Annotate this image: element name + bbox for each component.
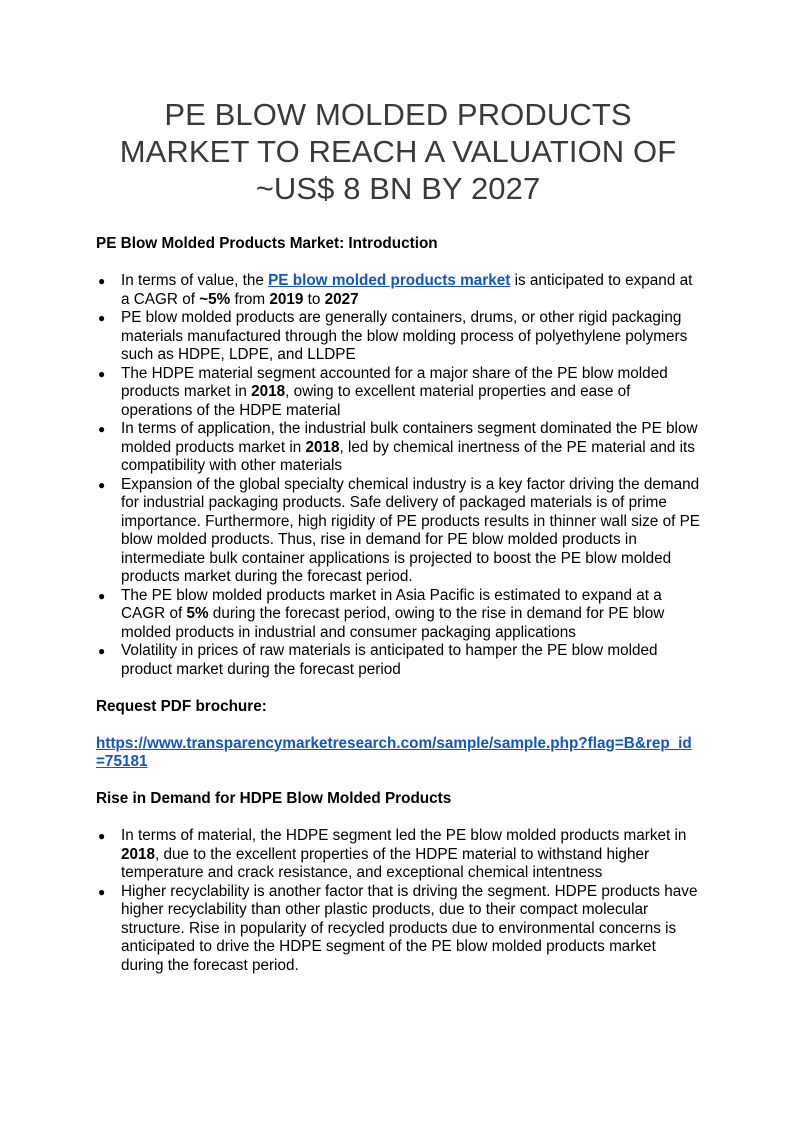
bullet-icon: ● — [98, 829, 106, 843]
bullet-icon: ● — [98, 588, 106, 603]
introduction-list — [96, 272, 700, 679]
list-item: ● In terms of value, the PE blow molded products market is anticipated to expand at a CAGR of ~5% from 2019 to 2027 — [98, 272, 693, 308]
section-heading-hdpe: Rise in Demand for HDPE Blow Molded Products — [96, 790, 452, 807]
bullet-icon: ● — [98, 422, 106, 436]
document-page — [96, 96, 700, 975]
list-item: ● PE blow molded products are generally containers, drums, or other rigid packaging materials manufactured through the blow molding process of polyethylene polymers such as HDPE, LDPE, and LLDPE — [98, 309, 688, 363]
list-item: ● Volatility in prices of raw materials is anticipated to hamper the PE blow molded product market during the forecast period — [98, 642, 658, 678]
title-line-2: MARKET TO REACH A VALUATION OF — [119, 134, 677, 169]
bullet-icon: ● — [98, 884, 106, 899]
list-item: ● The PE blow molded products market in Asia Pacific is estimated to expand at a CAGR of 5% during the forecast period, owing to the rise in demand for PE blow molded products in industrial and consumer packaging applications — [98, 586, 665, 641]
list-item: ● Higher recyclability is another factor that is driving the segment. HDPE products have higher recyclability than other plastic products, due to their compact molecular structure. Rise in popularity of recycled products due to environmental concerns is anticipated to drive the HDPE segment of the PE blow molded products market during the forecast period. — [98, 882, 698, 974]
page-title — [76, 96, 720, 207]
request-brochure-heading: Request PDF brochure: — [96, 697, 267, 715]
market-link[interactable]: PE blow molded products market — [268, 272, 511, 289]
brochure-url-link[interactable]: https://www.transparencymarketresearch.com/sample/sample.php?flag=B&rep_id=75181 — [96, 734, 692, 770]
list-item: ● In terms of application, the industrial bulk containers segment dominated the PE blow molded products market in 2018, led by chemical inertness of the PE material and its compatibility with other materials — [98, 420, 698, 474]
section-heading-introduction: PE Blow Molded Products Market: Introduction — [96, 235, 438, 252]
hdpe-list — [96, 827, 700, 975]
list-item: ● The HDPE material segment accounted for a major share of the PE blow molded products market in 2018, owing to excellent material properties and ease of operations of the HDPE material — [98, 364, 668, 419]
bullet-icon: ● — [98, 644, 106, 658]
list-item: ● In terms of material, the HDPE segment led the PE blow molded products market in 2018, due to the excellent properties of the HDPE material to withstand higher temperature and crack resistance, and exceptional chemical intentness — [98, 827, 687, 881]
title-line-3: ~US$ 8 BN BY 2027 — [255, 171, 541, 206]
bullet-icon: ● — [98, 477, 106, 492]
bullet-icon: ● — [98, 311, 106, 325]
title-line-1: PE BLOW MOLDED PRODUCTS — [164, 97, 632, 132]
bullet-icon: ● — [98, 366, 106, 381]
bullet-icon: ● — [98, 274, 106, 288]
list-item: ● Expansion of the global specialty chemical industry is a key factor driving the demand for industrial packaging products. Safe delivery of packaged materials is of prime importance. Furthermore, high rigidity of PE products results in thinner wall size of PE blow molded products. Thus, rise in demand for PE blow molded products in intermediate bulk container applications is projected to boost the PE blow molded products market during the forecast period. — [98, 475, 700, 585]
